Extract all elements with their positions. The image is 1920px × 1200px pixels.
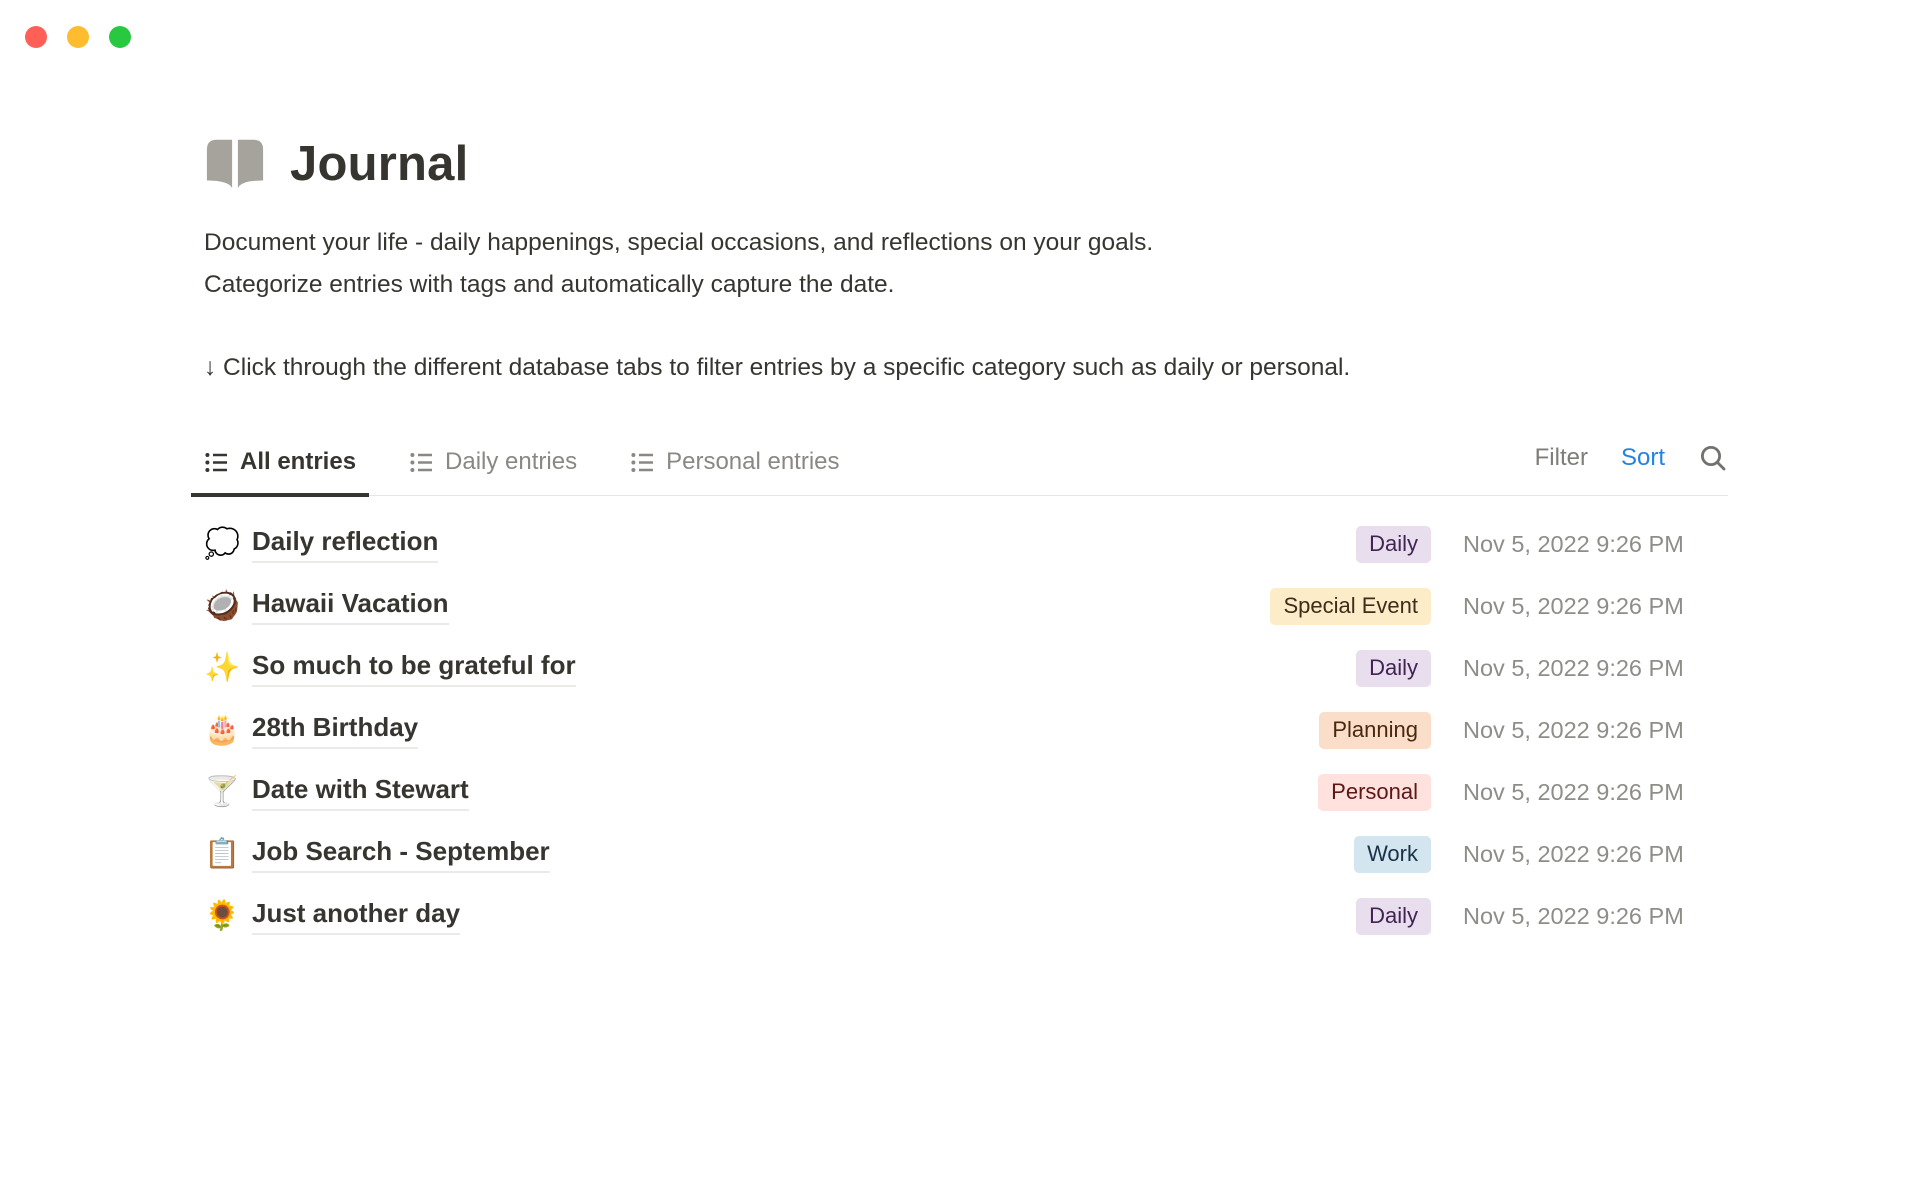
table-row[interactable] xyxy=(204,637,1728,699)
page-header xyxy=(204,136,1728,192)
list-view-icon xyxy=(409,450,434,475)
open-book-icon xyxy=(204,136,266,192)
coconut-icon: 🥥 xyxy=(204,589,241,622)
database-tabs xyxy=(191,440,853,495)
window-controls xyxy=(25,26,131,48)
description-line-2: Categorize entries with tags and automatically capture the date. xyxy=(204,271,895,298)
entry-date: Nov 5, 2022 9:26 PM xyxy=(1463,530,1684,557)
birthday-cake-icon: 🎂 xyxy=(204,713,241,746)
tag-badge: Planning xyxy=(1319,712,1431,749)
entry-title[interactable]: Job Search - September xyxy=(252,836,550,873)
tag-badge: Daily xyxy=(1356,526,1431,563)
sunflower-icon: 🌻 xyxy=(204,899,241,932)
clipboard-icon: 📋 xyxy=(204,837,241,870)
view-toolbar xyxy=(1535,443,1728,495)
entry-title[interactable]: Just another day xyxy=(252,898,460,935)
table-row[interactable] xyxy=(204,885,1728,947)
tab-label: All entries xyxy=(240,448,357,475)
entries-list xyxy=(204,513,1728,947)
description-line-1: Document your life - daily happenings, special occasions, and reflections on your goals. xyxy=(204,229,1154,256)
tag-badge: Special Event xyxy=(1270,588,1431,625)
tag-badge: Personal xyxy=(1318,774,1431,811)
list-view-icon xyxy=(204,450,229,475)
page-title: Journal xyxy=(290,137,469,191)
page-description xyxy=(204,222,1728,306)
tab-all-entries[interactable] xyxy=(191,440,369,497)
table-row[interactable] xyxy=(204,823,1728,885)
sparkles-icon: ✨ xyxy=(204,651,241,684)
table-row[interactable] xyxy=(204,761,1728,823)
entry-date: Nov 5, 2022 9:26 PM xyxy=(1463,592,1684,619)
close-window-button[interactable] xyxy=(25,26,47,48)
minimize-window-button[interactable] xyxy=(67,26,89,48)
tab-label: Daily entries xyxy=(445,448,578,475)
search-button[interactable] xyxy=(1698,443,1728,473)
entry-title[interactable]: Daily reflection xyxy=(252,526,438,563)
list-view-icon xyxy=(630,450,655,475)
tag-badge: Daily xyxy=(1356,650,1431,687)
entry-title[interactable]: Date with Stewart xyxy=(252,774,469,811)
callout-text: ↓ Click through the different database tabs to filter entries by a specific category such as daily or personal. xyxy=(204,354,1351,381)
tag-badge: Work xyxy=(1354,836,1431,873)
cocktail-glass-icon: 🍸 xyxy=(204,775,241,808)
entry-date: Nov 5, 2022 9:26 PM xyxy=(1463,716,1684,743)
entry-date: Nov 5, 2022 9:26 PM xyxy=(1463,778,1684,805)
sort-button[interactable]: Sort xyxy=(1620,444,1665,471)
search-icon xyxy=(1698,443,1728,473)
entry-title[interactable]: So much to be grateful for xyxy=(252,650,576,687)
entry-title[interactable]: Hawaii Vacation xyxy=(252,588,449,625)
tab-label: Personal entries xyxy=(666,448,840,475)
entry-date: Nov 5, 2022 9:26 PM xyxy=(1463,654,1684,681)
entry-title[interactable]: 28th Birthday xyxy=(252,712,418,749)
database-tabbar xyxy=(204,440,1728,496)
table-row[interactable] xyxy=(204,699,1728,761)
filter-button[interactable]: Filter xyxy=(1534,444,1588,471)
tag-badge: Daily xyxy=(1356,898,1431,935)
tab-daily-entries[interactable] xyxy=(396,440,590,497)
entry-date: Nov 5, 2022 9:26 PM xyxy=(1463,840,1684,867)
journal-page xyxy=(204,0,1728,947)
table-row[interactable] xyxy=(204,513,1728,575)
tab-personal-entries[interactable] xyxy=(617,440,852,497)
table-row[interactable] xyxy=(204,575,1728,637)
entry-date: Nov 5, 2022 9:26 PM xyxy=(1463,902,1684,929)
zoom-window-button[interactable] xyxy=(109,26,131,48)
thought-balloon-icon: 💭 xyxy=(204,527,241,560)
